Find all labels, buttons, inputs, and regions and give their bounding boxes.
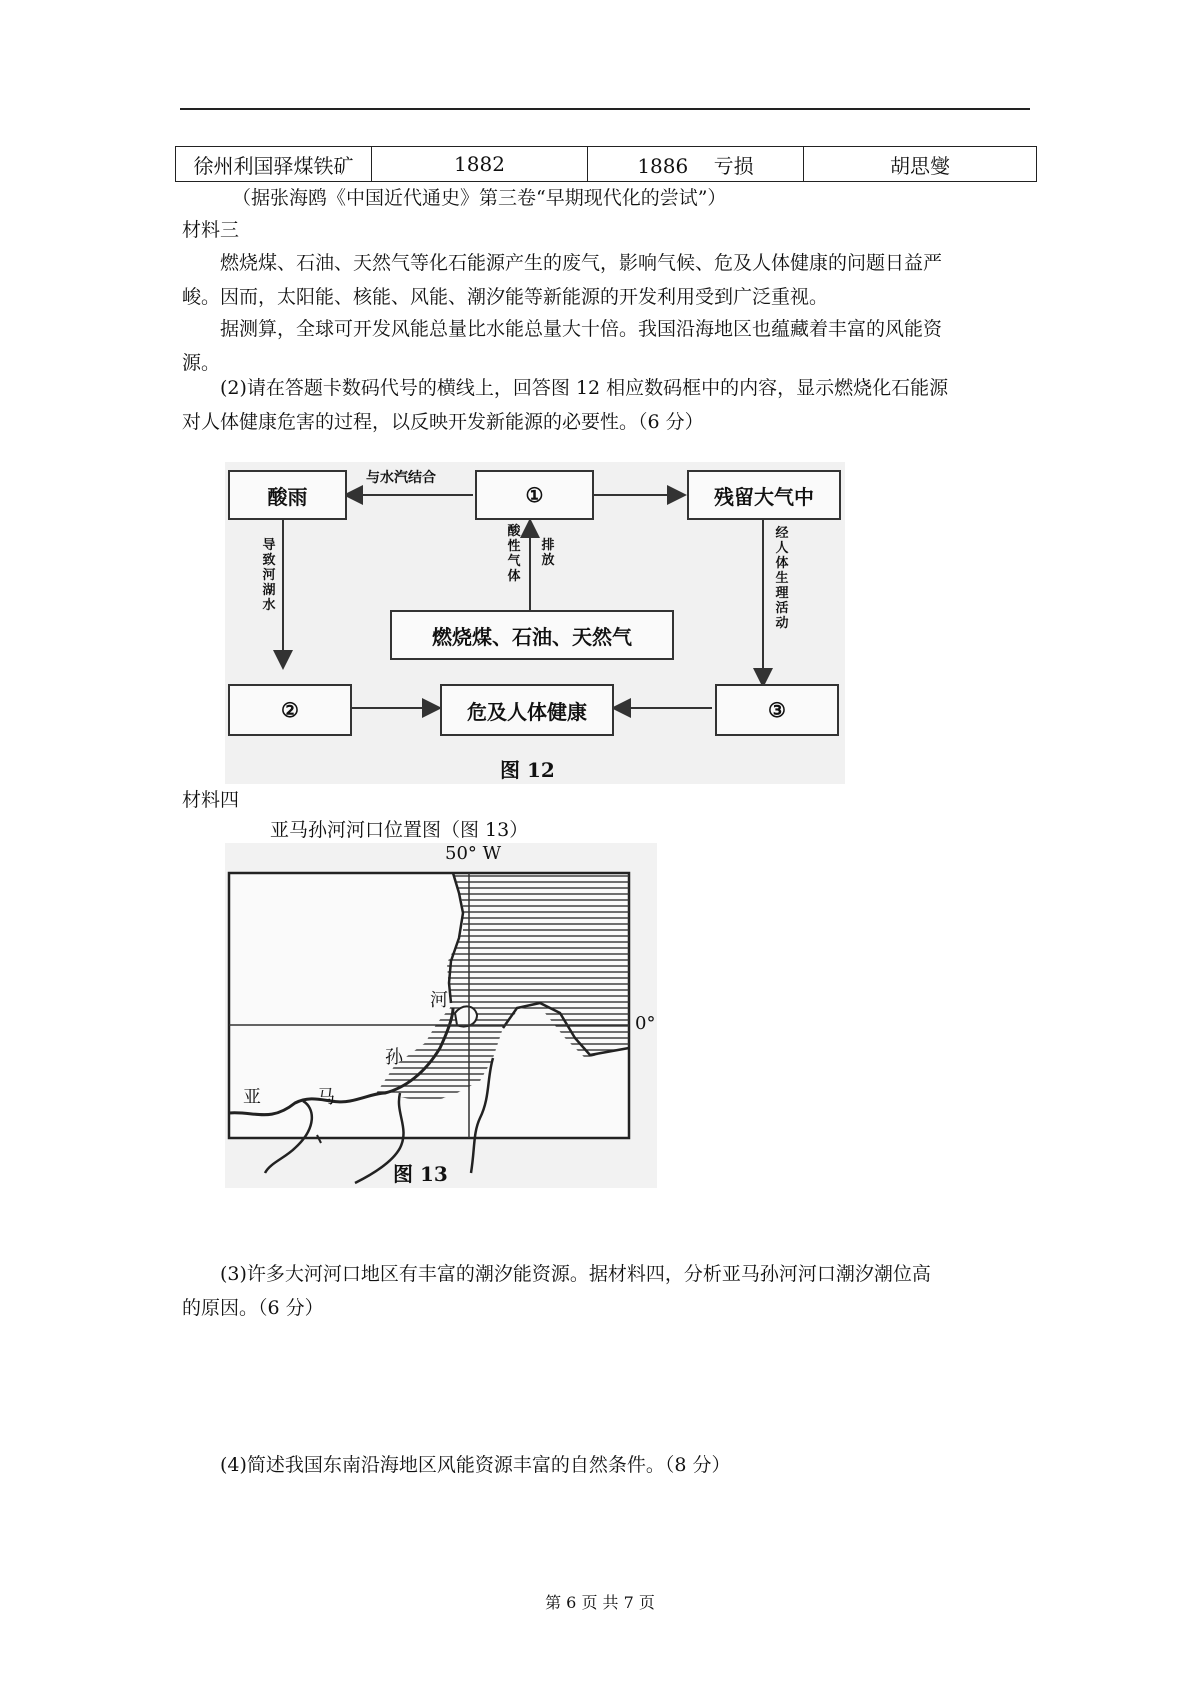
question-3: [182, 1257, 1032, 1325]
page-footer: 第 6 页 共 7 页: [545, 1593, 655, 1612]
material3-paragraph-1: [182, 246, 1032, 314]
header-rule: [180, 108, 1030, 110]
label-vapor: 与水汽结合: [363, 467, 439, 487]
figure-13-map: [225, 843, 657, 1188]
lon-label: 50° W: [445, 843, 502, 864]
end-year: 1886: [637, 153, 689, 178]
box-residual: 残留大气中: [687, 470, 841, 520]
q2-l2: 对人体健康危害的过程，以反映开发新能源的必要性。（6 分）: [182, 411, 704, 433]
m3-p2-l2: 源。: [182, 352, 221, 374]
table-cell-name: 徐州利国驿煤铁矿: [176, 147, 372, 182]
fig12-caption: 图 12: [500, 758, 555, 782]
question-2: [182, 371, 1032, 439]
mining-table: [175, 146, 1037, 182]
status: 亏损: [713, 153, 754, 178]
box-health: 危及人体健康: [440, 684, 614, 736]
box-2: ②: [228, 684, 352, 736]
label-emit: 排放: [541, 538, 555, 568]
river-char-4: 河: [430, 990, 448, 1011]
material4-heading: 材料四: [182, 789, 240, 811]
fig13-caption: 图 13: [393, 1162, 448, 1186]
source-note: （据张海鸥《中国近代通史》第三卷“早期现代化的尝试”）: [232, 187, 727, 209]
table-cell-founder: 胡思燮: [804, 147, 1037, 182]
m3-p1-l1: 燃烧煤、石油、天然气等化石能源产生的废气，影响气候、危及人体健康的问题日益严: [220, 252, 943, 274]
question-4: [182, 1448, 1032, 1482]
q4-l1: (4)简述我国东南沿海地区风能资源丰富的自然条件。（8 分）: [220, 1454, 731, 1476]
amazon-estuary-map: [225, 843, 657, 1188]
river-char-2: 马: [317, 1087, 335, 1108]
m3-p2-l1: 据测算，全球可开发风能总量比水能总量大十倍。我国沿海地区也蕴藏着丰富的风能资: [220, 318, 943, 340]
box-fuel: 燃烧煤、石油、天然气: [390, 610, 674, 660]
map-title: 亚马孙河河口位置图（图 13）: [270, 819, 529, 841]
table-cell-start: 1882: [372, 147, 588, 182]
river-char-3: 孙: [385, 1047, 403, 1068]
q3-l2: 的原因。（6 分）: [182, 1297, 324, 1319]
material3-paragraph-2: [182, 312, 1032, 380]
label-physio: 经人体生理活动: [775, 526, 789, 631]
label-river: 导致河湖水: [262, 538, 276, 613]
box-acid-rain: 酸雨: [228, 470, 347, 520]
lat-label: 0°: [635, 1013, 656, 1034]
box-3: ③: [715, 684, 839, 736]
table-cell-end: [588, 147, 804, 182]
material3-heading: 材料三: [182, 219, 240, 241]
figure-12-diagram: [225, 462, 845, 784]
m3-p1-l2: 峻。因而，太阳能、核能、风能、潮汐能等新能源的开发利用受到广泛重视。: [182, 286, 829, 308]
box-1: ①: [475, 470, 594, 520]
q3-l1: (3)许多大河河口地区有丰富的潮汐能资源。据材料四，分析亚马孙河河口潮汐潮位高: [220, 1263, 931, 1285]
q2-l1: (2)请在答题卡数码代号的横线上，回答图 12 相应数码框中的内容，显示燃烧化石能源: [220, 377, 949, 399]
marajo-island: [455, 1006, 477, 1026]
river-char-1: 亚: [243, 1087, 261, 1108]
label-acid-gas: 酸性气体: [507, 524, 521, 584]
table-row: [176, 147, 1037, 182]
